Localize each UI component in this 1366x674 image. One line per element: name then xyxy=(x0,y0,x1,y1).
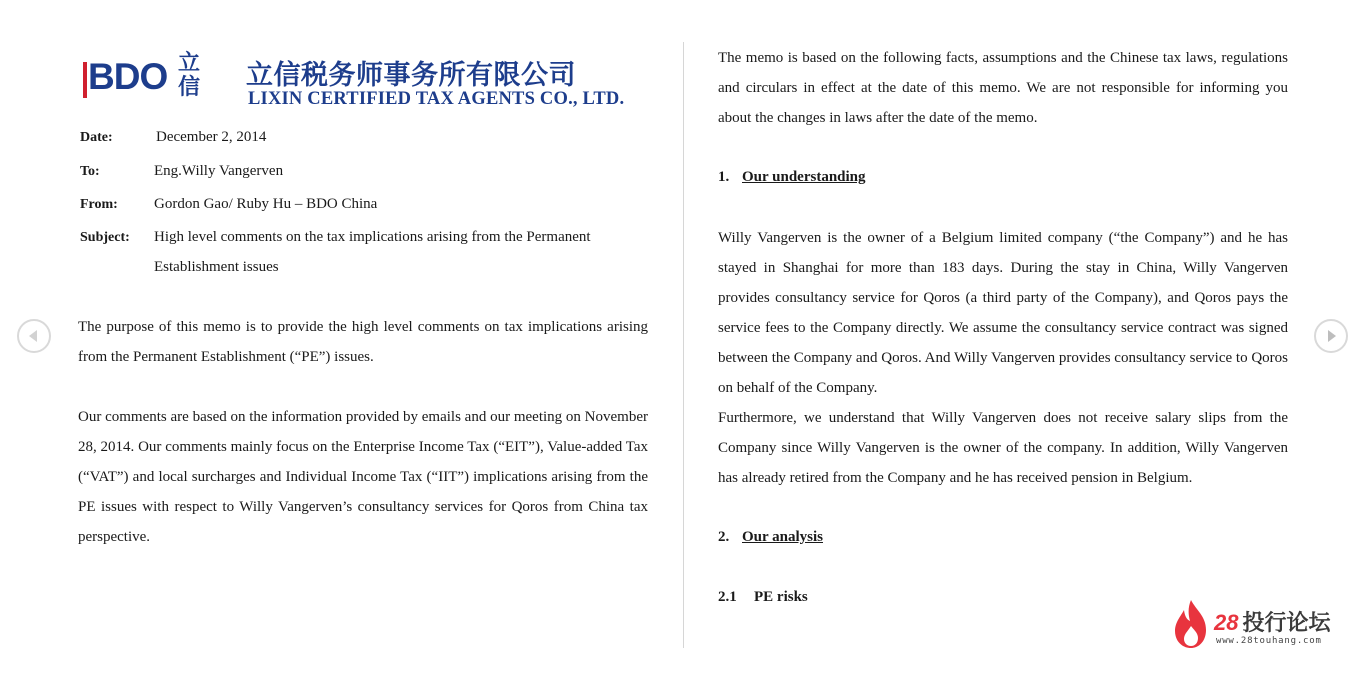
bdo-logo-bar xyxy=(83,62,87,98)
bdo-logo-chinese: 立信 xyxy=(178,51,201,100)
subject-value: High level comments on the tax implications arising from the Permanent Establishment issues xyxy=(154,229,591,275)
to-value: Eng.Willy Vangerven xyxy=(154,163,284,179)
subsection-title: PE risks xyxy=(754,589,808,605)
watermark-brand xyxy=(1214,606,1331,637)
understanding-paragraph-1: Willy Vangerven is the owner of a Belgium limited company (“the Company”) and he has stayed in Shanghai for more than 183 days. During the stay in China, Willy Vangerven provides consultancy service for Qoros (a third party of the Company), and Qoros pays the service fees to the Company directly. We assume the consultancy service contract was signed between the Company and Qoros. And Willy Vangerven provides consultancy service to Qoros on behalf of the Company. xyxy=(718,230,1288,396)
forum-watermark xyxy=(1172,598,1342,650)
right-page xyxy=(684,0,1366,674)
section-heading-analysis xyxy=(718,529,823,546)
chevron-left-icon xyxy=(19,321,49,351)
comments-paragraph: Our comments are based on the information provided by emails and our meeting on November 28, 2014. Our comments mainly focus on the Enterprise Income Tax (“EIT”), Value-added Tax (“VAT”) and local surcharges and Individual Income Tax (“IIT”) implications arising from the PE issues with respect to Willy Vangerven’s consultancy services for Qoros from China tax perspective. xyxy=(78,409,648,545)
subsection-number: 2.1 xyxy=(718,589,737,605)
bdo-lixin-logo xyxy=(80,51,640,112)
understanding-paragraph-2: Furthermore, we understand that Willy Vangerven does not receive salary slips from the Company since Willy Vangerven is the owner of the company. In addition, Willy Vangerven has already retired from the Company and he has received pension in Belgium. xyxy=(718,410,1288,486)
date-label: Date: xyxy=(80,130,113,145)
from-value: Gordon Gao/ Ruby Hu – BDO China xyxy=(154,196,378,212)
previous-page-button[interactable] xyxy=(17,319,51,353)
subsection-heading-pe-risks xyxy=(718,589,808,606)
purpose-paragraph: The purpose of this memo is to provide the high level comments on tax implications arising from the Permanent Establishment (“PE”) issues. xyxy=(78,319,648,365)
flame-logo-icon xyxy=(1172,598,1210,650)
from-label: From: xyxy=(80,197,118,212)
section-heading-understanding xyxy=(718,169,866,186)
bdo-logo-text: BDO xyxy=(88,56,168,97)
section-number: 2. xyxy=(718,529,730,545)
subject-label: Subject: xyxy=(80,230,130,245)
next-page-button[interactable] xyxy=(1314,319,1348,353)
section-title: Our analysis xyxy=(742,529,823,545)
intro-paragraph: The memo is based on the following facts, assumptions and the Chinese tax laws, regulations and circulars in effect at the date of this memo. We are not responsible for informing you about the changes in laws after the date of the memo. xyxy=(718,50,1288,126)
section-number: 1. xyxy=(718,169,730,185)
watermark-brand-number: 28 xyxy=(1214,610,1239,635)
date-value: December 2, 2014 xyxy=(156,129,267,145)
watermark-brand-chinese: 投行论坛 xyxy=(1242,611,1331,636)
section-title: Our understanding xyxy=(742,169,866,185)
firm-name-chinese: 立信税务师事务所有限公司 xyxy=(246,60,576,91)
chevron-right-icon xyxy=(1316,321,1346,351)
firm-name-english: LIXIN CERTIFIED TAX AGENTS CO., LTD. xyxy=(248,89,625,109)
to-label: To: xyxy=(80,164,100,179)
watermark-url: www.28touhang.com xyxy=(1216,636,1322,646)
